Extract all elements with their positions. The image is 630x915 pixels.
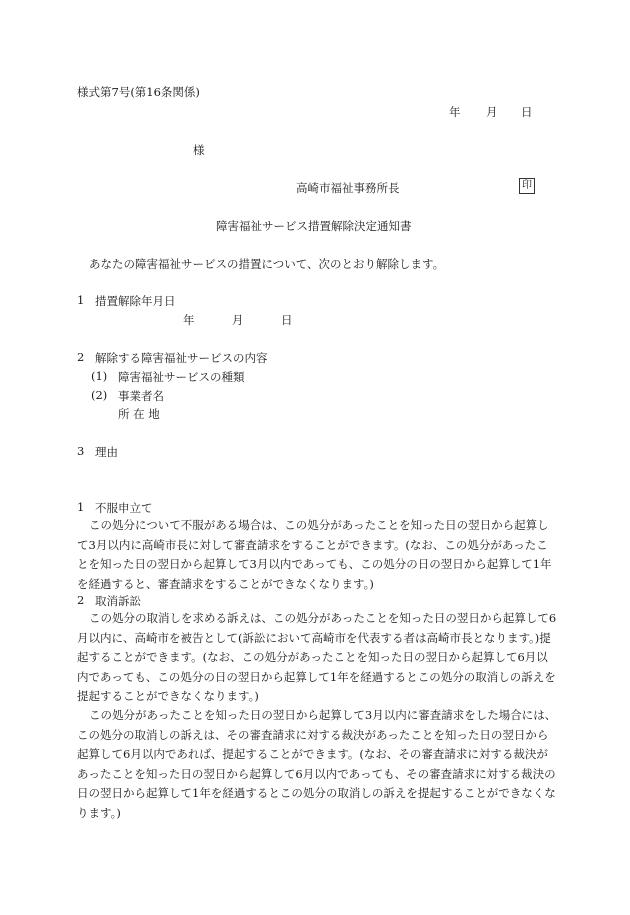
lawsuit-number: 2: [77, 593, 85, 607]
item2-sub2-label: 事業者名: [118, 389, 164, 403]
lawsuit-text-2: この処分があったことを知った日の翌日から起算して3月以内に審査請求をした場合には、この処分の取消しの訴えは、その審査請求に対する裁決があったことを知った日の翌日から起算して6月以内であれば、提起することができます。(なお、その審査請求に対する裁決があったことを知った日の翌日から起算して6月以内であっても、その審査請求に対する裁決の日の翌日から起算して1年を経過するとこの処分の取消しの訴えを提起することができなくなります。): [77, 708, 557, 820]
addressee-suffix: 様: [193, 143, 205, 157]
item1-year: 年: [183, 313, 195, 327]
item2-label: 解除する障害福祉サービスの内容: [95, 351, 268, 365]
item3-number: 3: [77, 444, 85, 458]
lawsuit-text-1: この処分の取消しを求める訴えは、この処分があったことを知った日の翌日から起算して6月以内に、高崎市を被告として(訴訟において高崎市を代表する者は高崎市長となります。)提起することができます。(なお、この処分があったことを知った日の翌日から起算して6月以内であっても、この処分の日の翌日から起算して1年を経過するとこの処分の取消しの訴えを提起することができなくなります。): [77, 611, 557, 704]
item2-number: 2: [77, 350, 85, 364]
document-title: 障害福祉サービス措置解除決定通知書: [216, 219, 412, 233]
item3-label: 理由: [95, 445, 118, 459]
lawsuit-heading: 取消訴訟: [95, 594, 141, 608]
issuer-name: 高崎市福祉事務所長: [296, 181, 400, 195]
objection-number: 1: [77, 500, 85, 514]
intro-text: あなたの障害福祉サービスの措置について、次のとおり解除します。: [89, 257, 445, 271]
objection-text: この処分について不服がある場合は、この処分があったことを知った日の翌日から起算して3月以内に高崎市長に対して審査請求をすることができます。(なお、この処分があったことを知った日の翌日から起算して3月以内であっても、この処分の日の翌日から起算して1年を経過すると、審査請求をすることができなくなります。): [77, 518, 552, 591]
form-number: 様式第7号(第16条関係): [77, 85, 200, 99]
date-year-label: 年: [449, 105, 461, 119]
item1-label: 措置解除年月日: [95, 294, 176, 308]
item2-sub1-number: (1): [91, 369, 108, 383]
item1-number: 1: [77, 293, 85, 307]
item2-sub2-address: 所 在 地: [118, 407, 160, 421]
item1-month: 月: [232, 313, 244, 327]
item2-sub1-label: 障害福祉サービスの種類: [118, 370, 245, 384]
date-day-label: 日: [521, 105, 533, 119]
item2-sub2-number: (2): [91, 388, 108, 402]
objection-heading: 不服申立て: [95, 501, 153, 515]
date-month-label: 月: [486, 105, 498, 119]
item1-day: 日: [281, 313, 293, 327]
seal-mark: 印: [519, 178, 535, 194]
